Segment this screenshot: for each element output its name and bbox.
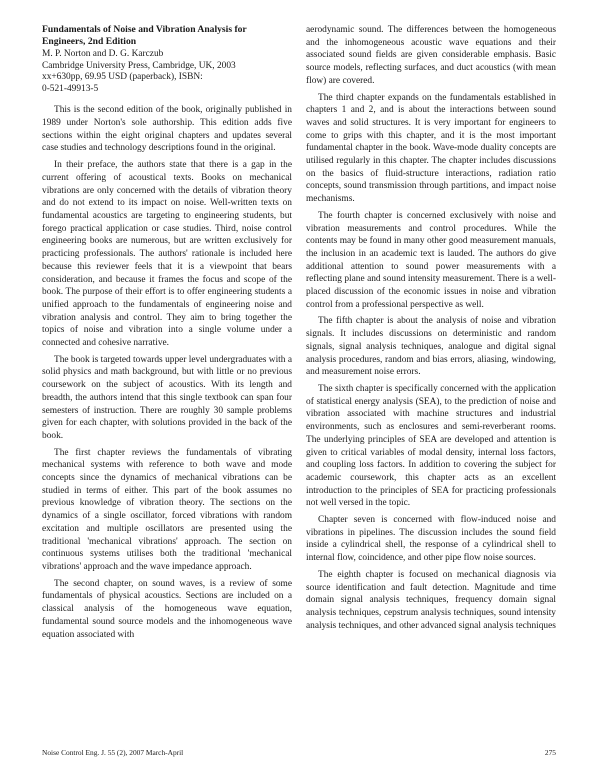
paragraph: The fifth chapter is about the analysis of noise and vibration signals. It includes discussions on deterministic and random signals, signal analysis techniques, analogue and digital signal analysis procedures, random and bias errors, aliasing, windowing, and measurement noise errors. (306, 316, 556, 378)
paragraph: Chapter seven is concerned with flow-induced noise and vibrations in pipelines. The discussion includes the sound field inside a cylindrical shell, the response of a cylindrical shell to internal flow, coincidence, and other pipe flow noise sources. (306, 515, 556, 564)
book-isbn: 0-521-49913-5 (42, 83, 99, 94)
page-number: 275 (544, 748, 556, 757)
review-title: Fundamentals of Noise and Vibration Analysis for Engineers, 2nd Edition (42, 24, 247, 47)
paragraph: In their preface, the authors state that there is a gap in the current offering of acoustical texts. Books on mechanical vibrations are only concerned with the details of vibration theory and do not extend to its impact on noise. Well-written texts on fundamental acoustics are targeting to engineering students, but forego practical application or case studies. Third, noise control engineering books are numerous, but are written exclusively for practicing professionals. The authors' rationale is included here because this reviewer feels that it is a viewpoint that bears consideration, and because it frames the focus and scope of the book. The purpose of their effort is to offer engineering students a unified approach to the fundamentals of engineering noise and vibration analysis and control. They aim to bring together the topics of noise and vibration into a single volume under a connected and cohesive narrative. (42, 160, 292, 349)
paragraph: The fourth chapter is concerned exclusively with noise and vibration measurements and control procedures. While the contents may be found in many other good measurement manuals, the inclusion in an academic text is lauded. The authors do give additional attention to sound power measurements with a reflecting plane and sound intensity measurement. There is a well-placed discussion of the economic issues in noise and vibration control from a professional perspective as well. (306, 210, 556, 310)
paragraph: The eighth chapter is focused on mechanical diagnosis via source identification and fault detection. Magnitude and time domain signal analysis techniques, frequency domain signal analysis techniques, cepstrum analysis techniques, sound intensity analysis techniques, and other advanced signal analysis techniques (306, 569, 556, 631)
paragraph: The sixth chapter is specifically concerned with the application of statistical energy analysis (SEA), to the prediction of noise and vibration associated with machine structures and industrial environments, such as enclosures and semi-reverberant rooms. The underlying principles of SEA are developed and attention is given to critical variables of modal density, internal loss factors, and coupling loss factors. In addition to covering the subject for academic coursework, this chapter acts as an excellent introduction to the principles of SEA for practicing professionals not well versed in the topic. (306, 383, 556, 509)
journal-citation: Noise Control Eng. J. 55 (2), 2007 March-April (42, 748, 184, 757)
book-authors: M. P. Norton and D. G. Karczub (42, 49, 164, 59)
paragraph: This is the second edition of the book, originally published in 1989 under Norton's sole authorship. This edition adds five sections within the eight original chapters and updates several case studies and technology descriptions found in the original. (42, 105, 292, 154)
right-column (306, 24, 556, 636)
paragraph: The book is targeted towards upper level undergraduates with a solid physics and math background, but with little or no previous coursework on the subject of acoustics. With its length and breadth, the authors intend that this single textbook can span four semesters of instruction. There are roughly 30 sample problems given for each chapter, with solutions provided in the back of the book. (42, 354, 292, 441)
page-footer (42, 748, 556, 758)
paragraph: The first chapter reviews the fundamentals of vibrating mechanical systems with reference to both wave and mode concepts since the dynamics of mechanical vibrations can be studied in terms of either. This part of the book assumes no previous knowledge of vibration theory. The sections on the dynamics of a single oscillator, forced vibrations with random excitation and multiple oscillators are presented using the traditional 'mechanical vibrations' approach. The section on continuous systems utilises both the traditional 'mechanical vibrations' approach and the wave impedance approach. (42, 447, 292, 572)
book-pages-price: xx+630pp, 69.95 USD (paperback), ISBN: (42, 72, 203, 83)
book-publisher: Cambridge University Press, Cambridge, UK, 2003 (42, 60, 236, 71)
left-column (42, 24, 292, 645)
paragraph: The third chapter expands on the fundamentals established in chapters 1 and 2, and is about the interactions between sound waves and solid structures. It is very important for engineers to come to grips with this chapter, and it is the most important fundamental chapter in the book. Wave-mode duality concepts are utilised regularly in this chapter. The chapter includes discussions on the basics of fluid-structure interactions, radiation ratio concepts, sound transmission through partitions, and impact noise mechanisms. (306, 92, 556, 205)
paragraph: The second chapter, on sound waves, is a review of some fundamentals of physical acoustics. Sections are included on a classical analysis of the homogeneous wave equation, fundamental sound source models and the inhomogeneous wave equation associated with (42, 578, 292, 640)
book-metadata (42, 49, 292, 95)
paragraph-continued: aerodynamic sound. The differences between the homogeneous and the inhomogeneous acoustic wave equations and their associated sound fields are given considerable emphasis. Basic source models, reflecting surfaces, and duct acoustics (with mean flow) are covered. (306, 25, 556, 86)
